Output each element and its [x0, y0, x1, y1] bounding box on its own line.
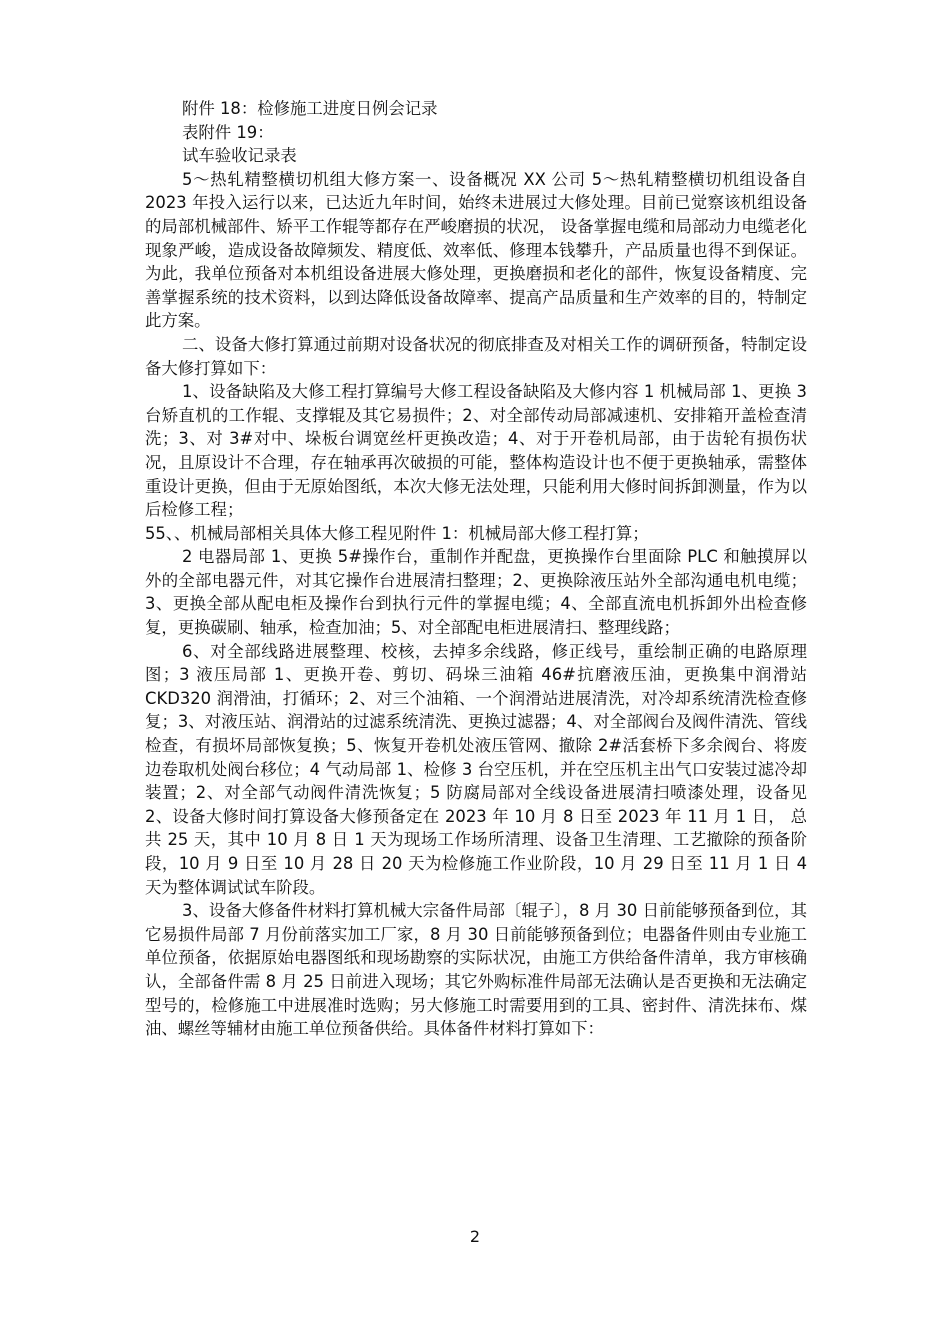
paragraph-overhaul-plan: 二、设备大修打算通过前期对设备状况的彻底排查及对相关工作的调研预备，特制定设备大修打算如下：: [145, 334, 807, 378]
paragraph-equipment-overview: 5～热轧精整横切机组大修方案一、设备概况 XX 公司 5～热轧精整横切机组设备自 2023 年投入运行以来，已达近九年时间，始终未进展过大修处理。目前已觉察该机组设备的局部机械部件、矫平工作辊等都存在严峻磨损的状况， 设备掌握电缆和局部动力电缆老化现象严峻，造成设备故障频发、精度低、效率低、修理本钱攀升，产品质量也得不到保证。为此，我单位预备对本机组设备进展大修处理，更换磨损和老化的部件，恢复设备精度、完善掌握系统的技术资料，以到达降低设备故障率、提高产品质量和生产效率的目的，特制定此方案。: [145, 169, 807, 331]
paragraph-electrical: 2 电器局部 1、更换 5#操作台，重制作并配盘，更换操作台里面除 PLC 和触摸屏以外的全部电器元件，对其它操作台进展清扫整理；2、更换除液压站外全部沟通电机电缆；3、更换全部从配电柜及操作台到执行元件的掌握电缆；4、全部直流电机拆卸外出检查修复，更换碳刷、轴承，检查加油；5、对全部配电柜进展清扫、整理线路；: [145, 547, 807, 638]
attachment-19-line: 表附件 19：: [182, 122, 274, 142]
document-body: [145, 97, 807, 1041]
page-number: 2: [469, 1227, 481, 1246]
paragraph-hydraulic-schedule: 6、对全部线路进展整理、校核，去掉多余线路，修正线号，重绘制正确的电路原理图；3 液压局部 1、更换开卷、剪切、码垛三油箱 46#抗磨液压油，更换集中润滑站 CKD320 润滑油，打循环；2、对三个油箱、一个润滑站进展清洗，对冷却系统清洗检查修复；3、对液压站、润滑站的过滤系统清洗、更换过滤器；4、对全部阀台及阀件清洗、管线检查，有损坏局部恢复换；5、恢复开卷机处液压管网、撤除 2#活套桥下多余阀台、将废边卷取机处阀台移位；4 气动局部 1、检修 3 台空压机，并在空压机主出气口安装过滤冷却装置；2、对全部气动阀件清洗恢复；5 防腐局部对全线设备进展清扫喷漆处理，设备见 2、设备大修时间打算设备大修预备定在 2023 年 10 月 8 日至 2023 年 11 月 1 日， 总共 25 天，其中 10 月 8 日 1 天为现场工作场所清理、设备卫生清理、工艺撤除的预备阶段，10 月 9 日至 10 月 28 日 20 天为检修施工作业阶段，10 月 29 日至 11 月 1 日 4 天为整体调试试车阶段。: [145, 641, 807, 897]
trial-acceptance-line: 试车验收记录表: [182, 146, 297, 166]
paragraph-mechanical-attachment: 55、、机械局部相关具体大修工程见附件 1：机械局部大修工程打算；: [145, 523, 649, 543]
paragraph-spare-parts: 3、设备大修备件材料打算机械大宗备件局部〔辊子〕，8 月 30 日前能够预备到位，其它易损件局部 7 月份前落实加工厂家，8 月 30 日前能够预备到位；电器备件则由专业施工单位预备，依据原始电器图纸和现场勘察的实际状况，由施工方供给备件清单，我方审核确认，全部备件需 8 月 25 日前进入现场；其它外购标准件局部无法确认是否更换和无法确定型号的，检修施工中进展准时选购；另大修施工时需要用到的工具、密封件、清洗抹布、煤油、螺丝等辅材由施工单位预备供给。具体备件材料打算如下：: [145, 901, 807, 1039]
paragraph-mechanical-defects: 1、设备缺陷及大修工程打算编号大修工程设备缺陷及大修内容 1 机械局部 1、更换 3 台矫直机的工作辊、支撑辊及其它易损件；2、对全部传动局部减速机、安排箱开盖检查清洗；3、对 3#对中、垛板台调宽丝杆更换改造；4、对于开卷机局部，由于齿轮有损伤状况，且原设计不合理，存在轴承再次破损的可能，整体构造设计也不便于更换轴承，需整体重设计更换，但由于无原始图纸，本次大修无法处理，只能利用大修时间拆卸测量，作为以后检修工程；: [145, 382, 807, 520]
attachment-18-line: 附件 18：检修施工进度日例会记录: [182, 99, 438, 118]
